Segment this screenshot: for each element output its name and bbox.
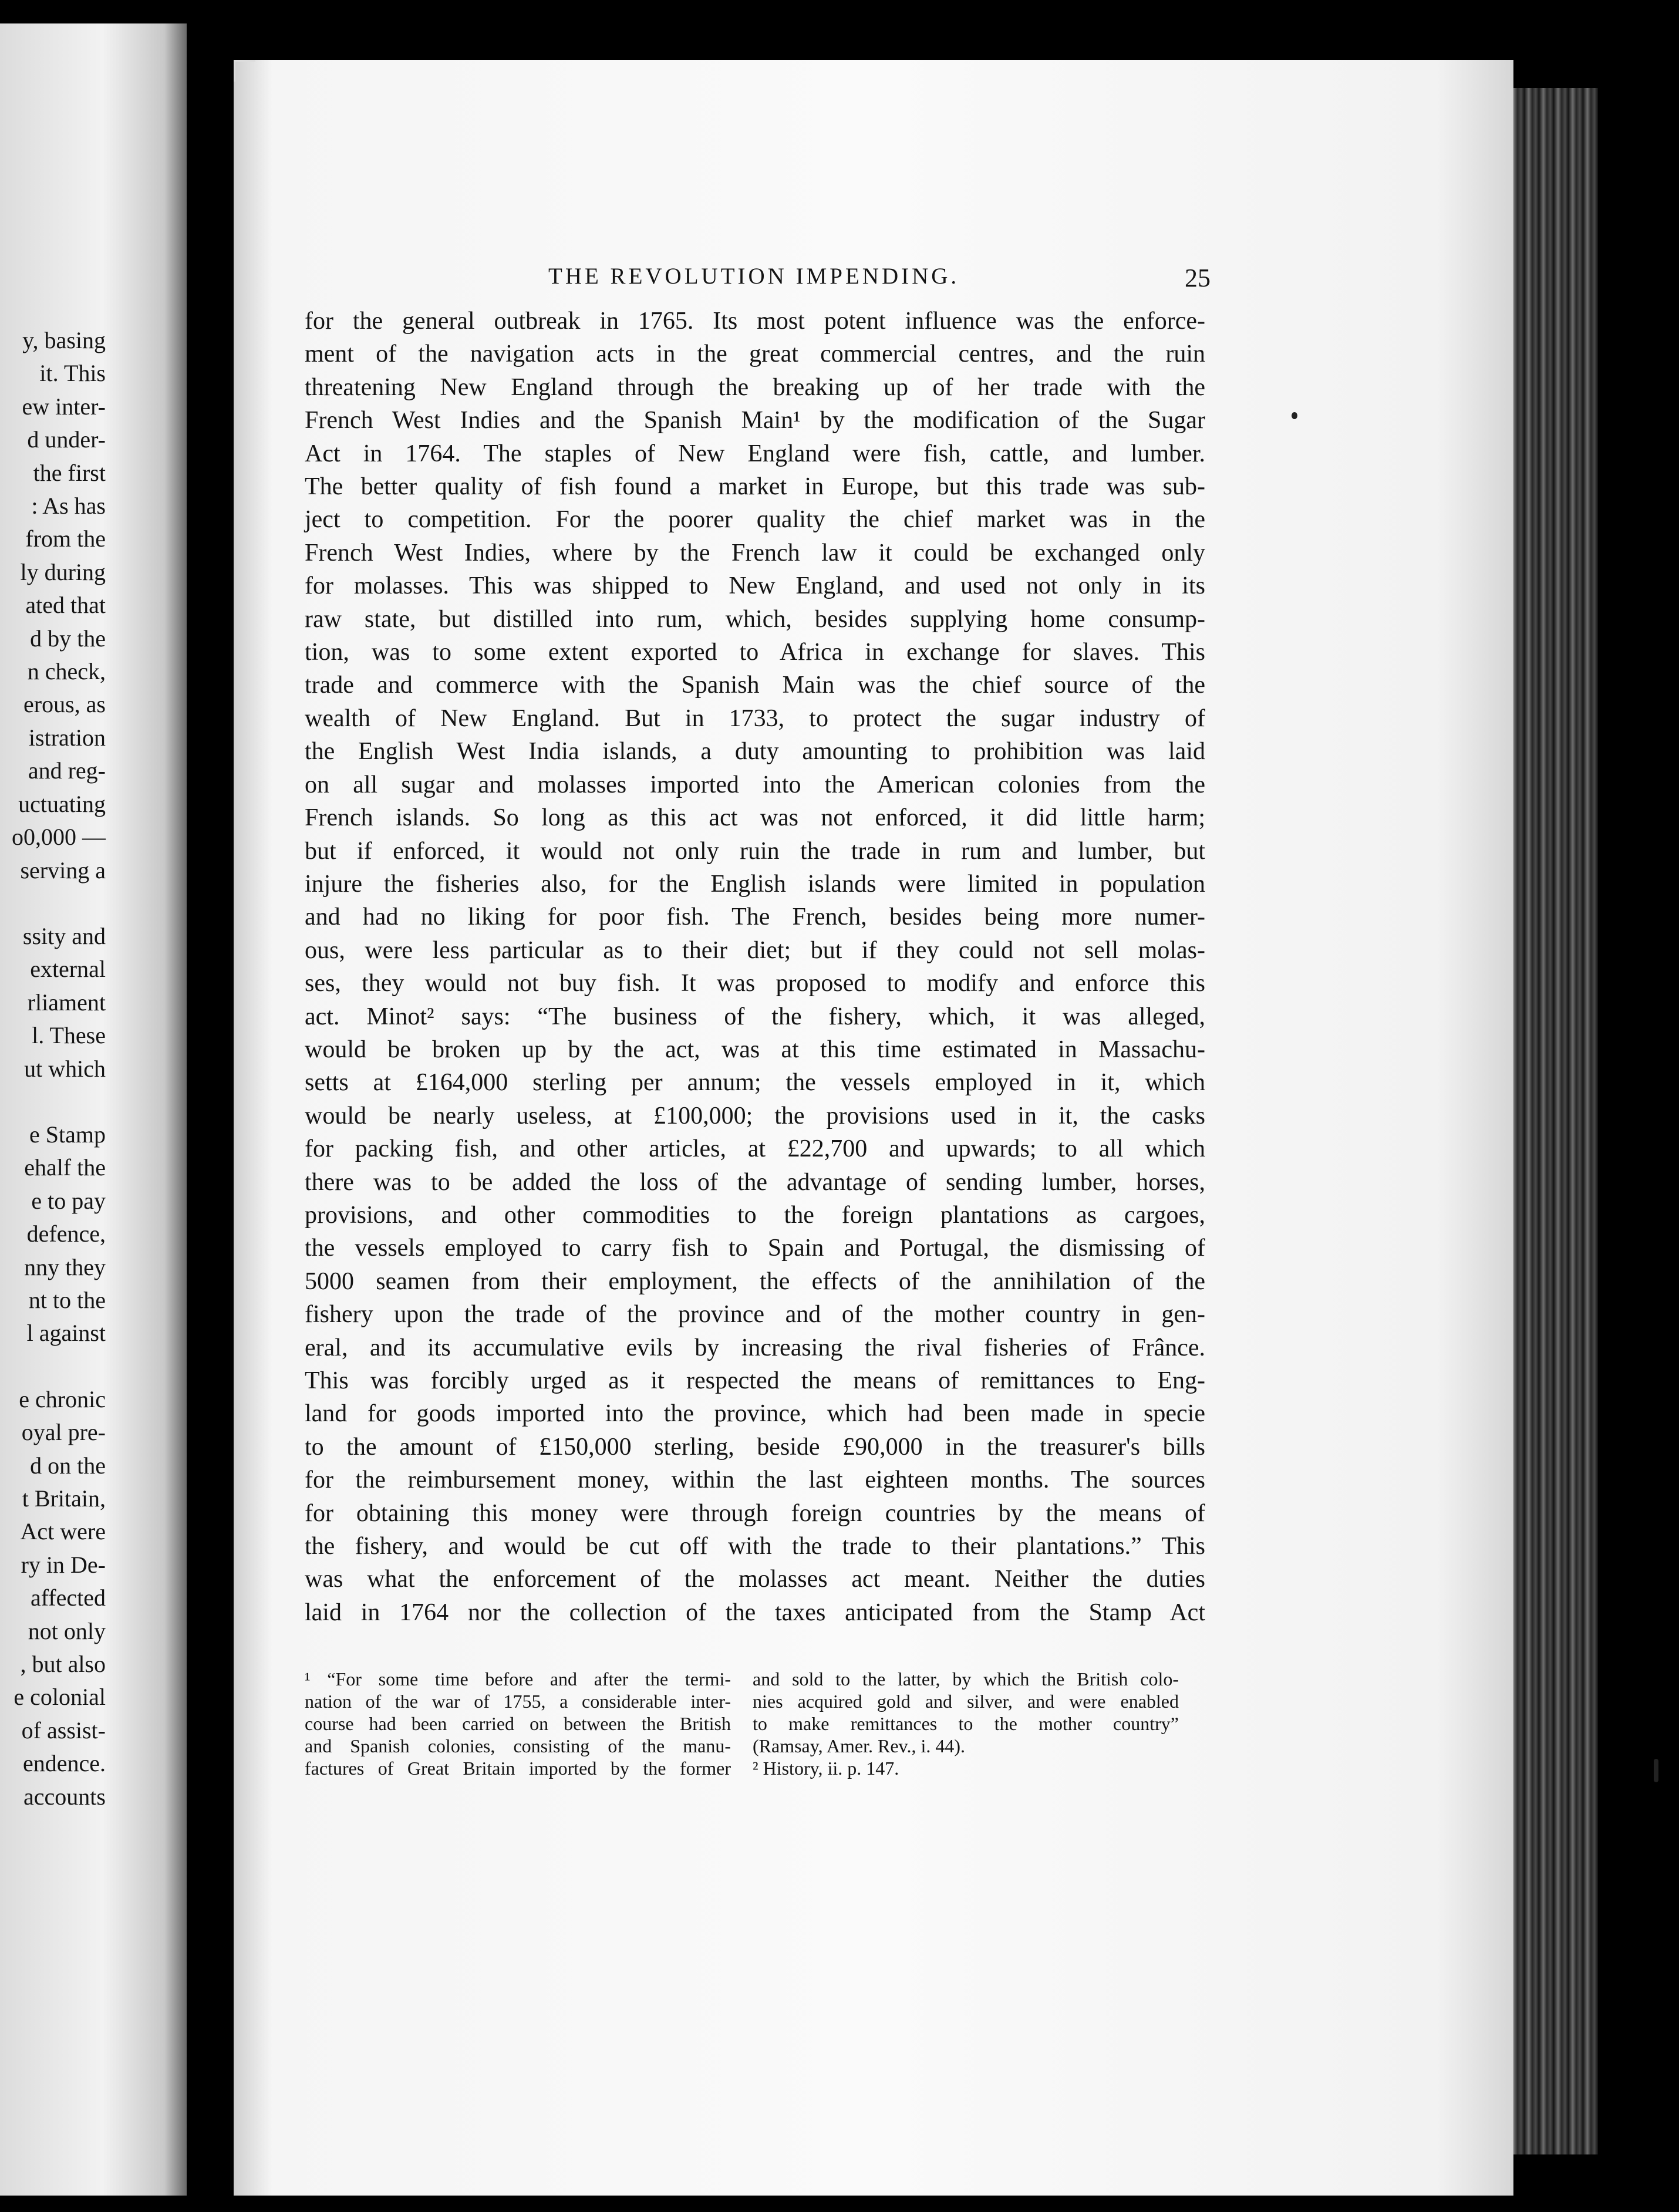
body-line: raw state, but distilled into rum, which, besides supplying home consump- [305,605,1205,633]
body-line: fishery upon the trade of the province and of the mother country in gen- [305,1301,1205,1328]
left-page-fragment: ut which [24,1055,106,1082]
footnote-column-right [753,1668,1179,1779]
left-page-fragment: it. This [39,360,106,387]
body-line: on all sugar and molasses imported into the American colonies from the [305,771,1205,798]
footnote-line: course had been carried on between the British [305,1713,731,1734]
body-line: ous, were less particular as to their diet; but if they could not sell molas- [305,936,1205,964]
body-line: threatening New England through the breaking up of her trade with the [305,373,1205,401]
body-line: The better quality of fish found a market in Europe, but this trade was sub- [305,473,1205,501]
left-page-fragment: and reg- [28,757,106,784]
left-page-fragment: serving a [20,857,106,884]
body-line: land for goods imported into the province, which had been made in specie [305,1400,1205,1428]
running-head: THE REVOLUTION IMPENDING. [548,264,960,289]
speck-mark [1292,412,1297,419]
body-line: to the amount of £150,000 sterling, beside £90,000 in the treasurer's bills [305,1433,1205,1461]
left-page-fragment: d by the [30,625,106,652]
body-line: This was forcibly urged as it respected the means of remittances to Eng- [305,1367,1205,1394]
left-page-fragment: rliament [27,989,106,1016]
body-line: trade and commerce with the Spanish Main was the chief source of the [305,672,1205,699]
body-line: ses, they would not buy fish. It was proposed to modify and enforce this [305,970,1205,997]
footnote-line: nation of the war of 1755, a considerable inter- [305,1691,731,1712]
body-line: setts at £164,000 sterling per annum; the vessels employed in it, which [305,1069,1205,1097]
left-page-fragment: ry in De- [21,1551,106,1578]
left-page-fragment: external [30,956,106,983]
left-page-fragment: ehalf the [24,1154,106,1181]
footnote-line: (Ramsay, Amer. Rev., i. 44). [753,1735,966,1756]
body-line: and had no liking for poor fish. The French, besides being more numer- [305,903,1205,931]
footnote-column-left [305,1668,731,1779]
left-page-fragment: : As has [31,493,106,520]
left-page-fragment: e chronic [19,1385,106,1412]
left-page-fragment: endence. [22,1750,106,1777]
body-line: would be broken up by the act, was at this time estimated in Massachu- [305,1036,1205,1063]
footnote-line: nies acquired gold and silver, and were enabled [753,1691,1179,1712]
left-page-fragment: d on the [30,1452,106,1479]
body-line: ject to competition. For the poorer quality the chief market was in the [305,506,1205,534]
footnote-line: ¹ “For some time before and after the termi- [305,1668,731,1690]
left-page-fragment: ew inter- [22,393,106,420]
body-line: wealth of New England. But in 1733, to protect the sugar industry of [305,704,1205,732]
body-line: French West Indies, where by the French law it could be exchanged only [305,539,1205,567]
left-page-fragment: nt to the [28,1286,106,1313]
footnote-line: ² History, ii. p. 147. [753,1758,899,1779]
body-line: act. Minot² says: “The business of the fishery, which, it was alleged, [305,1003,1205,1030]
left-page-text-fragments [12,324,106,1813]
left-page-fragment: e colonial [14,1684,106,1711]
book-page-edges [1510,88,1598,2154]
body-line: there was to be added the loss of the advantage of sending lumber, horses, [305,1168,1205,1196]
body-line: eral, and its accumulative evils by increasing the rival fisheries of Frânce. [305,1334,1205,1361]
left-page-fragment: t Britain, [22,1485,106,1512]
paragraph-gap [12,1085,106,1118]
left-page-fragment: l. These [32,1022,106,1049]
body-line: 5000 seamen from their employment, the effects of the annihilation of the [305,1267,1205,1295]
left-page-fragment: nny they [24,1253,106,1280]
left-page-fragment: defence, [26,1220,106,1247]
footnote-line: factures of Great Britain imported by the former [305,1758,731,1779]
paragraph-gap [12,1350,106,1383]
speck-mark [1654,1759,1658,1782]
body-line: French islands. So long as this act was not enforced, it did little harm; [305,804,1205,832]
left-page [0,23,187,2196]
body-line: ment of the navigation acts in the great commercial centres, and the ruin [305,340,1205,368]
left-page-fragment: the first [33,459,106,486]
left-page-fragment: ated that [25,592,106,619]
body-line: the vessels employed to carry fish to Spain and Portugal, the dismissing of [305,1235,1205,1262]
left-page-fragment: ly during [20,558,106,585]
page-corner [234,60,255,82]
body-line: Act in 1764. The staples of New England were fish, cattle, and lumber. [305,440,1205,467]
left-page-fragment: from the [25,525,106,552]
body-line: tion, was to some extent exported to Africa in exchange for slaves. This [305,639,1205,666]
body-line: the fishery, and would be cut off with the trade to their plantations.” This [305,1533,1205,1560]
left-page-fragment: e Stamp [29,1121,106,1148]
body-line: was what the enforcement of the molasses act meant. Neither the duties [305,1566,1205,1593]
body-line: for the general outbreak in 1765. Its most potent influence was the enforce- [305,308,1205,335]
left-page-fragment: accounts [23,1783,106,1810]
page-number: 25 [1185,264,1211,292]
left-page-fragment: erous, as [23,691,106,718]
body-line: the English West India islands, a duty amounting to prohibition was laid [305,738,1205,766]
left-page-fragment: y, basing [22,327,106,353]
left-page-fragment: istration [28,724,106,751]
body-line: but if enforced, it would not only ruin the trade in rum and lumber, but [305,837,1205,865]
footnote-line: and sold to the latter, by which the British colo- [753,1668,1179,1690]
left-page-fragment: , but also [20,1651,106,1678]
left-page-fragment: not only [28,1617,106,1644]
body-line: French West Indies and the Spanish Main¹ by the modification of the Sugar [305,407,1205,434]
body-line: provisions, and other commodities to the foreign plantations as cargoes, [305,1201,1205,1229]
body-line: laid in 1764 nor the collection of the taxes anticipated from the Stamp Act [305,1599,1205,1626]
body-line: for molasses. This was shipped to New England, and used not only in its [305,572,1205,600]
body-text [305,305,1205,1629]
body-line: for the reimbursement money, within the last eighteen months. The sources [305,1466,1205,1494]
footnote-line: to make remittances to the mother country” [753,1713,1179,1734]
body-line: for packing fish, and other articles, at £22,700 and upwards; to all which [305,1135,1205,1163]
left-page-fragment: n check, [27,658,106,685]
left-page-fragment: oyal pre- [21,1419,106,1446]
paragraph-gap [12,887,106,920]
footnote-line: and Spanish colonies, consisting of the manu- [305,1735,731,1756]
left-page-fragment: o0,000 — [12,824,106,851]
left-page-fragment: ssity and [22,922,106,949]
left-page-fragment: l against [26,1320,106,1347]
left-page-fragment: of assist- [21,1717,106,1744]
body-line: would be nearly useless, at £100,000; the provisions used in it, the casks [305,1102,1205,1129]
left-page-fragment: Act were [20,1518,106,1545]
left-page-fragment: e to pay [31,1187,106,1214]
left-page-fragment: affected [30,1584,106,1611]
body-line: injure the fisheries also, for the English islands were limited in population [305,870,1205,898]
left-page-fragment: d under- [27,426,106,453]
body-line: for obtaining this money were through foreign countries by the means of [305,1499,1205,1527]
left-page-fragment: uctuating [18,790,106,817]
